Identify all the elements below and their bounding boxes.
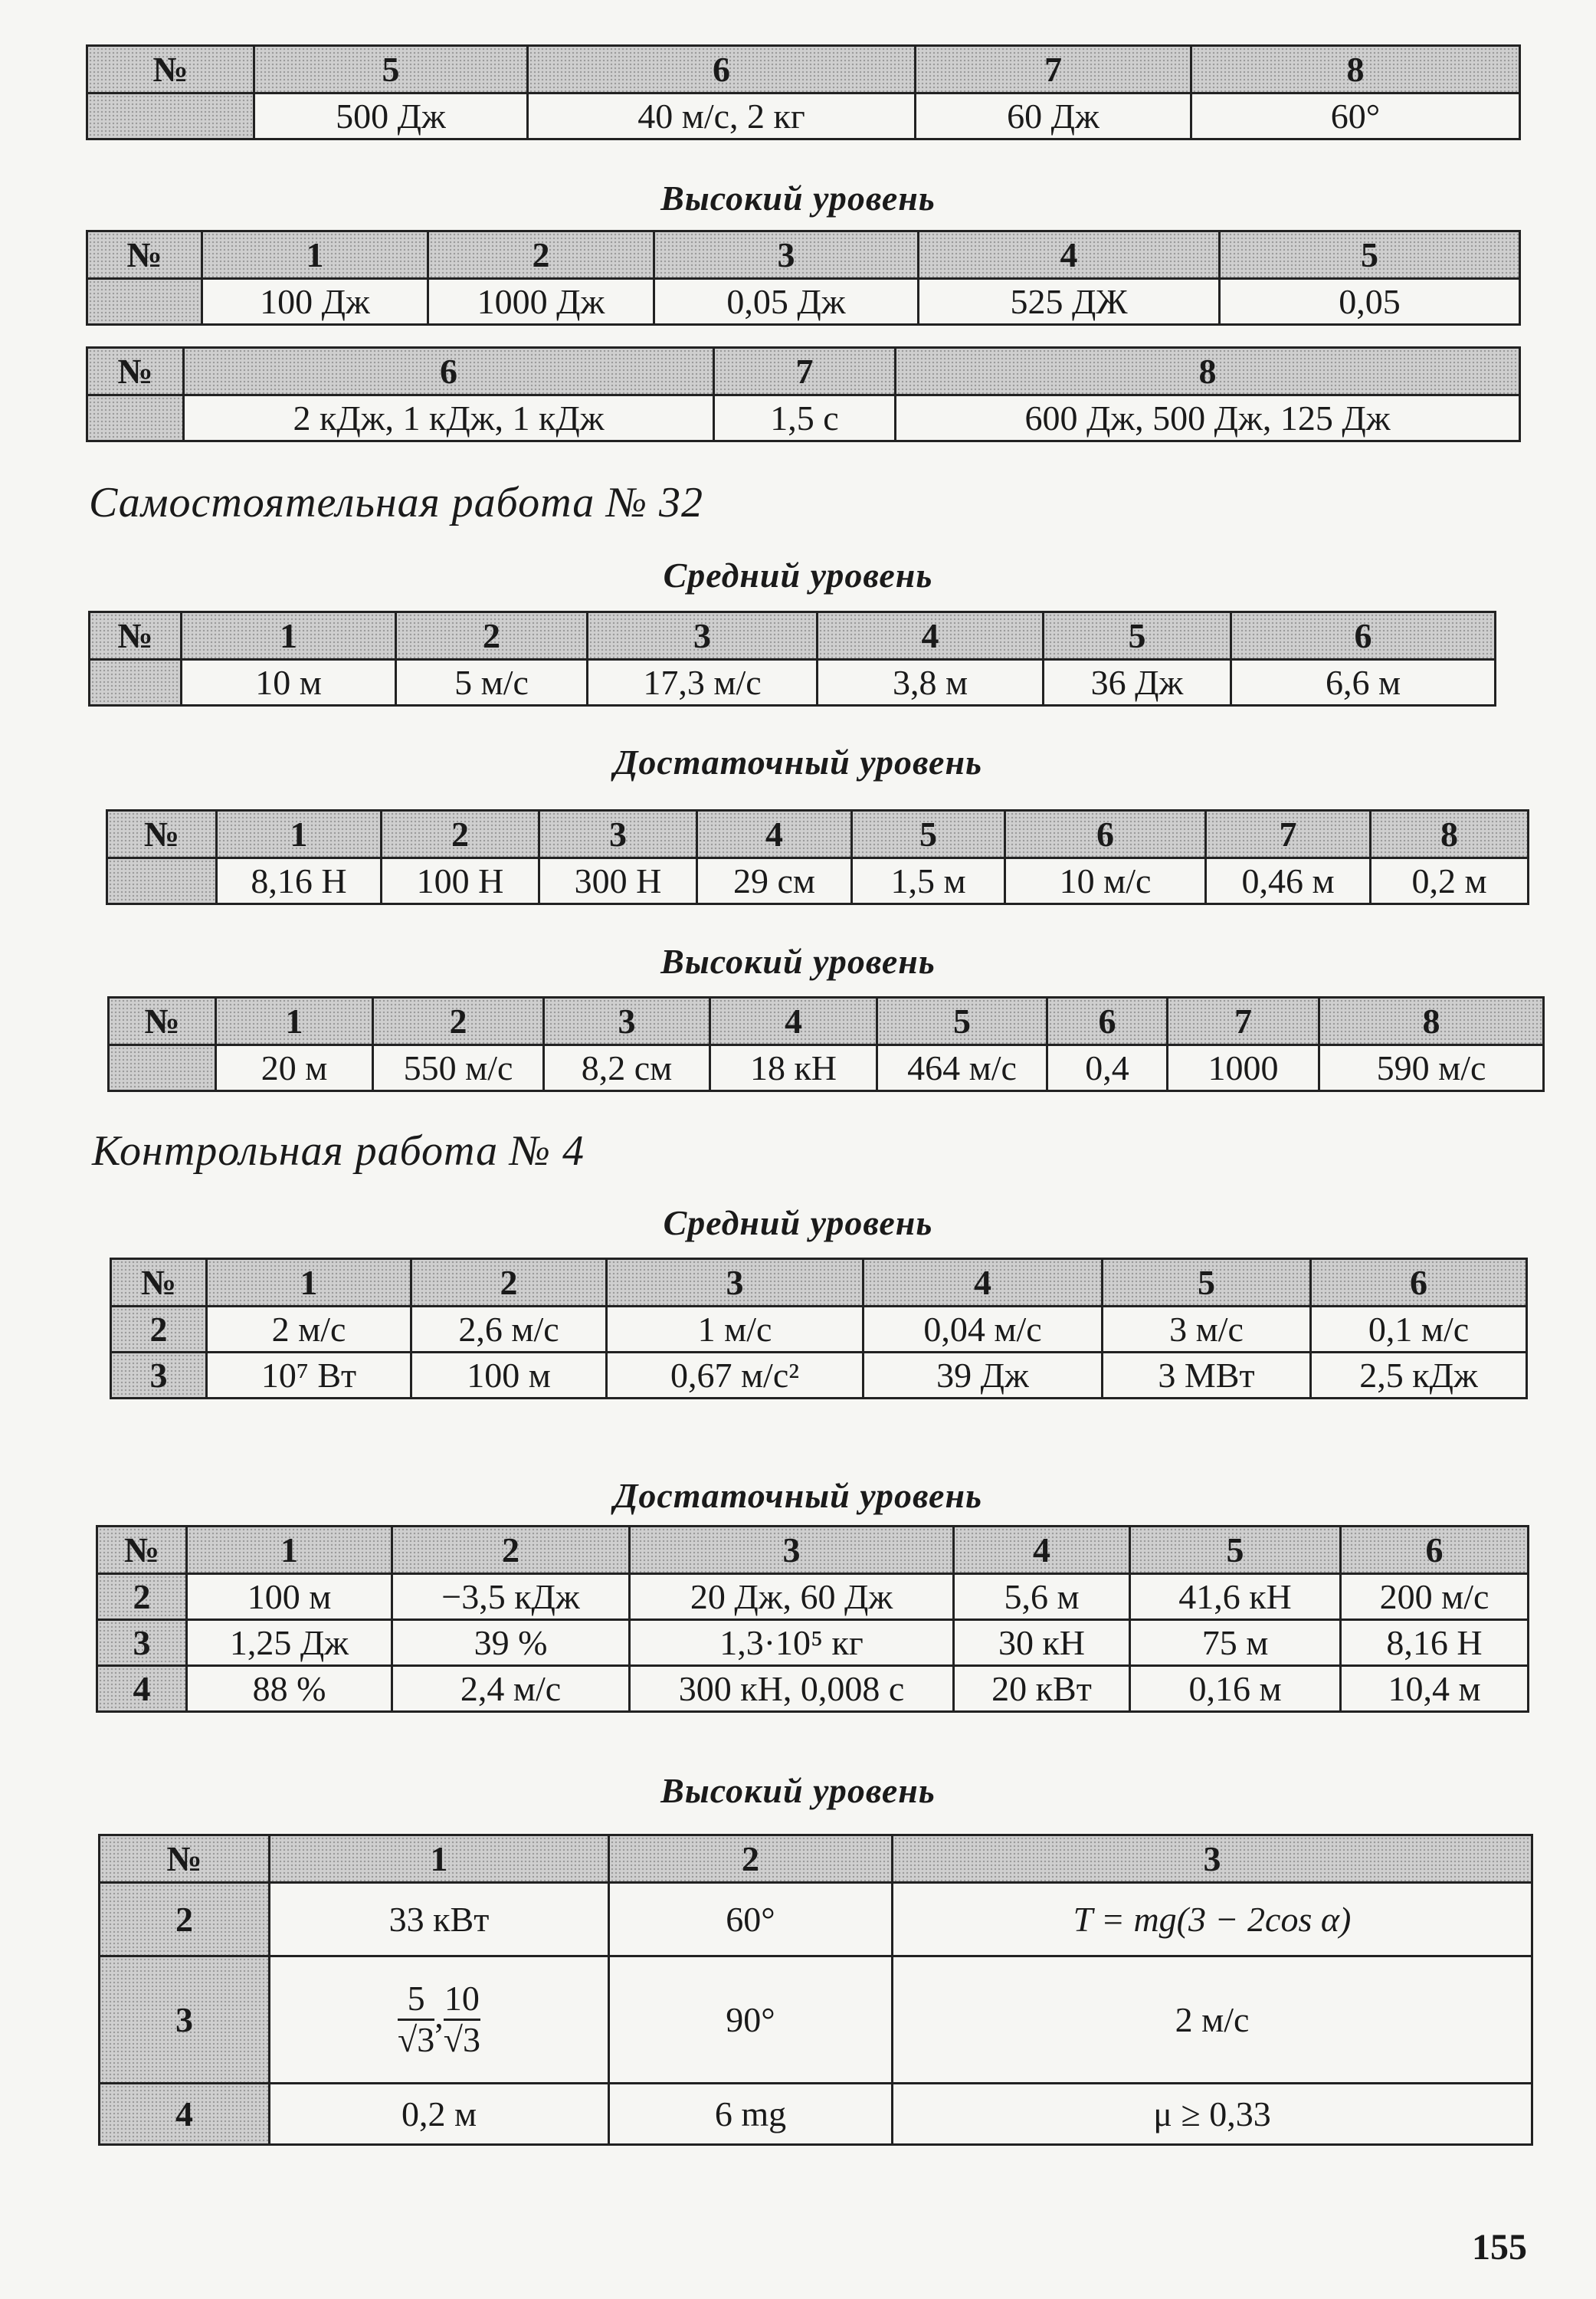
table-cell: 40 м/с, 2 кг xyxy=(528,93,916,139)
col-header: 3 xyxy=(607,1259,864,1307)
row-header: 3 xyxy=(100,1956,270,2084)
table-cell: 6 mg xyxy=(609,2084,893,2145)
table-cell: 33 кВт xyxy=(270,1883,609,1956)
col-header: 6 xyxy=(1311,1259,1527,1307)
col-header: 5 xyxy=(254,46,528,93)
col-header: 1 xyxy=(216,998,373,1045)
table-cell: 10,4 м xyxy=(1341,1666,1529,1712)
table-cell: 3,8 м xyxy=(818,660,1044,706)
col-header: 6 xyxy=(184,348,714,395)
col-header: 2 xyxy=(392,1527,630,1574)
table-cell: 29 см xyxy=(697,858,852,904)
table-cell: μ ≥ 0,33 xyxy=(893,2084,1532,2145)
table-cell: 0,05 xyxy=(1220,279,1520,325)
table-cell: 1,5 м xyxy=(852,858,1005,904)
col-header: 2 xyxy=(411,1259,607,1307)
table-cell: 8,2 см xyxy=(544,1045,710,1091)
col-header: № xyxy=(87,348,184,395)
table-cell: 0,05 Дж xyxy=(654,279,919,325)
table-row xyxy=(97,1574,1529,1620)
col-header: 3 xyxy=(544,998,710,1045)
col-header: 4 xyxy=(818,612,1044,660)
table-cell: 2,4 м/с xyxy=(392,1666,630,1712)
table-cell: 550 м/с xyxy=(373,1045,544,1091)
col-header: 5 xyxy=(1220,231,1520,279)
row-header xyxy=(107,858,217,904)
col-header: 6 xyxy=(1341,1527,1529,1574)
table-cell: T = mg(3 − 2cos α) xyxy=(893,1883,1532,1956)
col-header: 1 xyxy=(217,811,382,858)
fraction xyxy=(398,1979,434,2059)
row-header: 3 xyxy=(97,1620,187,1666)
col-header: 6 xyxy=(1047,998,1168,1045)
col-header: 2 xyxy=(609,1835,893,1883)
col-header: 7 xyxy=(1168,998,1319,1045)
table-cell: 39 Дж xyxy=(864,1353,1103,1399)
col-header: 5 xyxy=(1130,1527,1341,1574)
table-cell: 20 м xyxy=(216,1045,373,1091)
table-row xyxy=(90,660,1496,706)
fraction-numerator: 10 xyxy=(444,1979,480,2019)
table-cell: 60 Дж xyxy=(916,93,1191,139)
table-cell: 60° xyxy=(609,1883,893,1956)
table-cell: 39 % xyxy=(392,1620,630,1666)
table-cell: 0,67 м/с² xyxy=(607,1353,864,1399)
row-header xyxy=(109,1045,216,1091)
row-header: 2 xyxy=(100,1883,270,1956)
table-cell: 1,5 с xyxy=(714,395,896,441)
table-row xyxy=(97,1666,1529,1712)
table-cell: 1,3·10⁵ кг xyxy=(630,1620,954,1666)
table-cell: 1,25 Дж xyxy=(187,1620,392,1666)
col-header: 1 xyxy=(187,1527,392,1574)
level-heading-sufficient: Достаточный уровень xyxy=(613,743,983,782)
fraction-denominator: √3 xyxy=(443,2020,480,2059)
answers-table-kr4-sufficient xyxy=(96,1525,1529,1713)
table-cell: 1 м/с xyxy=(607,1307,864,1353)
fraction-numerator: 5 xyxy=(407,1979,425,2019)
row-header xyxy=(90,660,182,706)
col-header: 8 xyxy=(1319,998,1544,1045)
col-header: 5 xyxy=(877,998,1047,1045)
section-title-sr32: Самостоятельная работа № 32 xyxy=(89,479,704,526)
answers-table-high-a xyxy=(86,230,1521,326)
col-header: 4 xyxy=(697,811,852,858)
table-cell: 300 кН, 0,008 с xyxy=(630,1666,954,1712)
col-header: № xyxy=(90,612,182,660)
table-cell: 75 м xyxy=(1130,1620,1341,1666)
col-header: 7 xyxy=(916,46,1191,93)
answers-table-sr32-sufficient xyxy=(106,809,1529,905)
table-cell: 100 м xyxy=(187,1574,392,1620)
col-header: 2 xyxy=(382,811,539,858)
col-header: 8 xyxy=(1371,811,1529,858)
table-cell: 500 Дж xyxy=(254,93,528,139)
section-title-kr4: Контрольная работа № 4 xyxy=(92,1127,585,1175)
col-header: 3 xyxy=(588,612,818,660)
table-cell: 8,16 Н xyxy=(1341,1620,1529,1666)
table-cell: 36 Дж xyxy=(1044,660,1231,706)
col-header: 6 xyxy=(1005,811,1206,858)
table-cell: 0,46 м xyxy=(1206,858,1371,904)
page-number: 155 xyxy=(1472,2227,1527,2268)
table-cell: 10⁷ Вт xyxy=(207,1353,411,1399)
col-header: № xyxy=(111,1259,207,1307)
table-row xyxy=(109,1045,1544,1091)
answers-table-sr32-medium xyxy=(88,611,1496,707)
table-cell: 464 м/с xyxy=(877,1045,1047,1091)
table-cell: 41,6 кН xyxy=(1130,1574,1341,1620)
table-cell: 1000 xyxy=(1168,1045,1319,1091)
answers-table-kr4-high xyxy=(98,1834,1533,2146)
table-cell: 2 кДж, 1 кДж, 1 кДж xyxy=(184,395,714,441)
row-header: 3 xyxy=(111,1353,207,1399)
col-header: 7 xyxy=(714,348,896,395)
table-cell: 100 Дж xyxy=(202,279,428,325)
col-header: 7 xyxy=(1206,811,1371,858)
table-cell: 5,6 м xyxy=(954,1574,1130,1620)
table-cell: 2 м/с xyxy=(207,1307,411,1353)
col-header: № xyxy=(97,1527,187,1574)
col-header: 5 xyxy=(1103,1259,1311,1307)
col-header: 3 xyxy=(654,231,919,279)
table-cell: 18 кН xyxy=(710,1045,877,1091)
table-cell: 10 м xyxy=(182,660,396,706)
table-cell: 2,6 м/с xyxy=(411,1307,607,1353)
row-header xyxy=(87,93,254,139)
table-cell: 0,4 xyxy=(1047,1045,1168,1091)
table-row xyxy=(107,858,1529,904)
table-row xyxy=(87,93,1520,139)
table-cell-fraction xyxy=(270,1956,609,2084)
table-cell: 3 м/с xyxy=(1103,1307,1311,1353)
fraction-denominator: √3 xyxy=(398,2020,435,2059)
table-cell: 20 Дж, 60 Дж xyxy=(630,1574,954,1620)
col-header: 2 xyxy=(428,231,654,279)
col-header: 1 xyxy=(207,1259,411,1307)
table-cell: 10 м/с xyxy=(1005,858,1206,904)
row-header: 4 xyxy=(97,1666,187,1712)
col-header: 3 xyxy=(630,1527,954,1574)
col-header: 6 xyxy=(528,46,916,93)
table-row xyxy=(111,1353,1527,1399)
col-header: 3 xyxy=(893,1835,1532,1883)
table-cell: 8,16 Н xyxy=(217,858,382,904)
answers-table-high-b xyxy=(86,346,1521,442)
table-cell: 0,2 м xyxy=(270,2084,609,2145)
table-cell: 200 м/с xyxy=(1341,1574,1529,1620)
table-cell: 0,04 м/с xyxy=(864,1307,1103,1353)
col-header: 1 xyxy=(182,612,396,660)
table-cell: 88 % xyxy=(187,1666,392,1712)
table-row xyxy=(111,1307,1527,1353)
col-header: 1 xyxy=(202,231,428,279)
table-cell: 2,5 кДж xyxy=(1311,1353,1527,1399)
table-cell: 600 Дж, 500 Дж, 125 Дж xyxy=(896,395,1520,441)
row-header: 2 xyxy=(97,1574,187,1620)
answers-table-top xyxy=(86,44,1521,140)
table-cell: 0,1 м/с xyxy=(1311,1307,1527,1353)
table-row xyxy=(87,279,1520,325)
table-cell: 90° xyxy=(609,1956,893,2084)
table-row xyxy=(97,1620,1529,1666)
row-header: 4 xyxy=(100,2084,270,2145)
table-cell: 100 м xyxy=(411,1353,607,1399)
row-header xyxy=(87,279,202,325)
table-cell: 590 м/с xyxy=(1319,1045,1544,1091)
col-header: 4 xyxy=(919,231,1220,279)
col-header: 2 xyxy=(373,998,544,1045)
col-header: 4 xyxy=(864,1259,1103,1307)
col-header: 8 xyxy=(1191,46,1520,93)
fraction-separator: , xyxy=(434,1996,444,2036)
table-cell: 2 м/с xyxy=(893,1956,1532,2084)
table-cell: 1000 Дж xyxy=(428,279,654,325)
col-header: № xyxy=(107,811,217,858)
table-cell: 17,3 м/с xyxy=(588,660,818,706)
table-cell: 0,16 м xyxy=(1130,1666,1341,1712)
col-header: 2 xyxy=(396,612,588,660)
level-heading-high: Высокий уровень xyxy=(660,179,936,218)
col-header: № xyxy=(87,231,202,279)
table-cell: 0,2 м xyxy=(1371,858,1529,904)
col-header: 4 xyxy=(954,1527,1130,1574)
level-heading-high-kr4: Высокий уровень xyxy=(660,1771,936,1810)
level-heading-high-sr32: Высокий уровень xyxy=(660,942,936,981)
table-cell: 5 м/с xyxy=(396,660,588,706)
fraction xyxy=(444,1979,480,2059)
table-row xyxy=(87,395,1520,441)
col-header: 5 xyxy=(852,811,1005,858)
level-heading-medium: Средний уровень xyxy=(663,556,933,595)
table-cell: 6,6 м xyxy=(1231,660,1496,706)
level-heading-sufficient-kr4: Достаточный уровень xyxy=(613,1476,983,1515)
table-cell: 20 кВт xyxy=(954,1666,1130,1712)
col-header: № xyxy=(100,1835,270,1883)
col-header: 3 xyxy=(539,811,697,858)
table-cell: 300 Н xyxy=(539,858,697,904)
table-cell: 525 ДЖ xyxy=(919,279,1220,325)
col-header: № xyxy=(87,46,254,93)
col-header: 8 xyxy=(896,348,1520,395)
col-header: 5 xyxy=(1044,612,1231,660)
table-cell: 100 Н xyxy=(382,858,539,904)
answers-table-kr4-medium xyxy=(110,1258,1528,1399)
table-cell: −3,5 кДж xyxy=(392,1574,630,1620)
table-cell: 3 МВт xyxy=(1103,1353,1311,1399)
col-header: 4 xyxy=(710,998,877,1045)
level-heading-medium-kr4: Средний уровень xyxy=(663,1203,933,1242)
table-cell: 60° xyxy=(1191,93,1520,139)
row-header: 2 xyxy=(111,1307,207,1353)
table-cell: 30 кН xyxy=(954,1620,1130,1666)
col-header: № xyxy=(109,998,216,1045)
col-header: 6 xyxy=(1231,612,1496,660)
row-header xyxy=(87,395,184,441)
answers-table-sr32-high xyxy=(107,996,1545,1092)
col-header: 1 xyxy=(270,1835,609,1883)
